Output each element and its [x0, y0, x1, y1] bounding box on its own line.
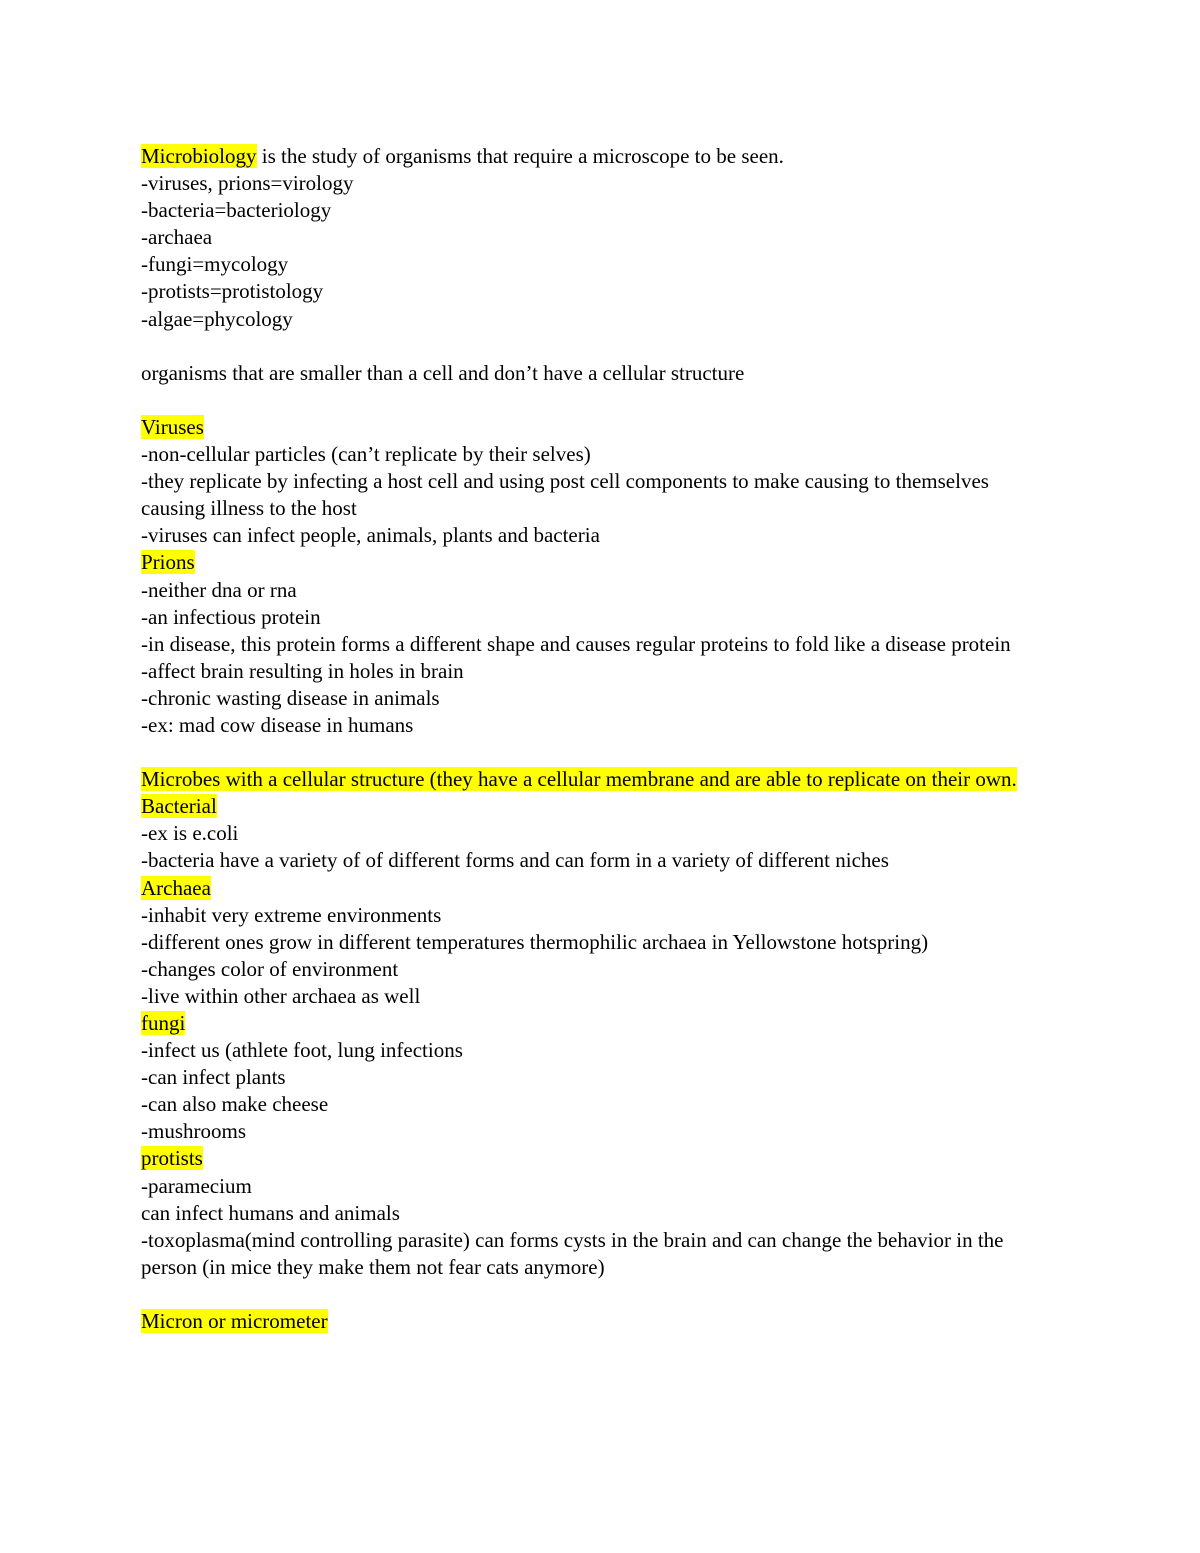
- spacer: [141, 333, 1056, 360]
- prions-item: -an infectious protein: [141, 604, 321, 629]
- heading-protists: protists: [141, 1146, 203, 1171]
- cellular-heading-line: [141, 766, 1056, 793]
- archaea-item: -different ones grow in different temperatures thermophilic archaea in Yellowstone hotspring): [141, 929, 929, 954]
- fungi-item: -mushrooms: [141, 1119, 246, 1144]
- field-item: -protists=protistology: [141, 279, 324, 304]
- heading-microbiology: Microbiology: [141, 144, 257, 168]
- bacterial-heading-line: [141, 793, 1056, 820]
- fungi-heading-line: [141, 1010, 1056, 1037]
- archaea-item: -live within other archaea as well: [141, 983, 421, 1008]
- archaea-heading-line: [141, 875, 1056, 902]
- spacer: [141, 739, 1056, 766]
- protists-heading-line: [141, 1145, 1056, 1172]
- acellular-intro: organisms that are smaller than a cell and don’t have a cellular structure: [141, 360, 745, 385]
- heading-archaea: Archaea: [141, 875, 211, 900]
- heading-viruses: Viruses: [141, 414, 204, 439]
- heading-bacterial: Bacterial: [141, 794, 217, 819]
- viruses-item: -non-cellular particles (can’t replicate by their selves): [141, 442, 591, 467]
- protists-item: can infect humans and animals: [141, 1200, 400, 1225]
- viruses-heading-line: [141, 414, 1056, 441]
- field-item: -archaea: [141, 225, 213, 250]
- intro-text: is the study of organisms that require a microscope to be seen.: [256, 144, 784, 168]
- prions-item: -affect brain resulting in holes in brain: [141, 658, 464, 683]
- field-item: -bacteria=bacteriology: [141, 198, 332, 223]
- prions-item: -ex: mad cow disease in humans: [141, 712, 414, 737]
- fungi-item: -can infect plants: [141, 1065, 286, 1090]
- spacer: [141, 1281, 1056, 1308]
- field-item: -fungi=mycology: [141, 252, 289, 277]
- document-body: [141, 143, 1056, 1335]
- archaea-item: -inhabit very extreme environments: [141, 902, 442, 927]
- bacterial-item: -ex is e.coli: [141, 821, 239, 846]
- heading-prions: Prions: [141, 550, 195, 575]
- spacer: [141, 387, 1056, 414]
- protists-item: -paramecium: [141, 1173, 252, 1198]
- micron-heading-line: [141, 1308, 1056, 1335]
- heading-cellular-microbes: Microbes with a cellular structure (they have a cellular membrane and are able to replicate on their own.: [141, 767, 1017, 792]
- field-item: -algae=phycology: [141, 306, 293, 331]
- heading-fungi: fungi: [141, 1011, 186, 1035]
- viruses-item: -they replicate by infecting a host cell and using post cell components to make causing to themselves causing illness to the host: [141, 469, 989, 521]
- prions-item: -in disease, this protein forms a different shape and causes regular proteins to fold like a disease protein: [141, 631, 1011, 656]
- field-item: -viruses, prions=virology: [141, 171, 354, 196]
- bacterial-item: -bacteria have a variety of of different forms and can form in a variety of different niches: [141, 848, 889, 873]
- protists-item: -toxoplasma(mind controlling parasite) can forms cysts in the brain and can change the behavior in the person (in mice they make them not fear cats anymore): [141, 1227, 1004, 1279]
- viruses-item: -viruses can infect people, animals, plants and bacteria: [141, 523, 600, 548]
- intro-line: [141, 143, 1056, 170]
- archaea-item: -changes color of environment: [141, 956, 399, 981]
- fungi-item: -infect us (athlete foot, lung infections: [141, 1038, 463, 1063]
- fungi-item: -can also make cheese: [141, 1092, 329, 1117]
- heading-micron: Micron or micrometer: [141, 1309, 328, 1334]
- prions-item: -neither dna or rna: [141, 577, 297, 602]
- prions-item: -chronic wasting disease in animals: [141, 685, 440, 710]
- prions-heading-line: [141, 549, 1056, 576]
